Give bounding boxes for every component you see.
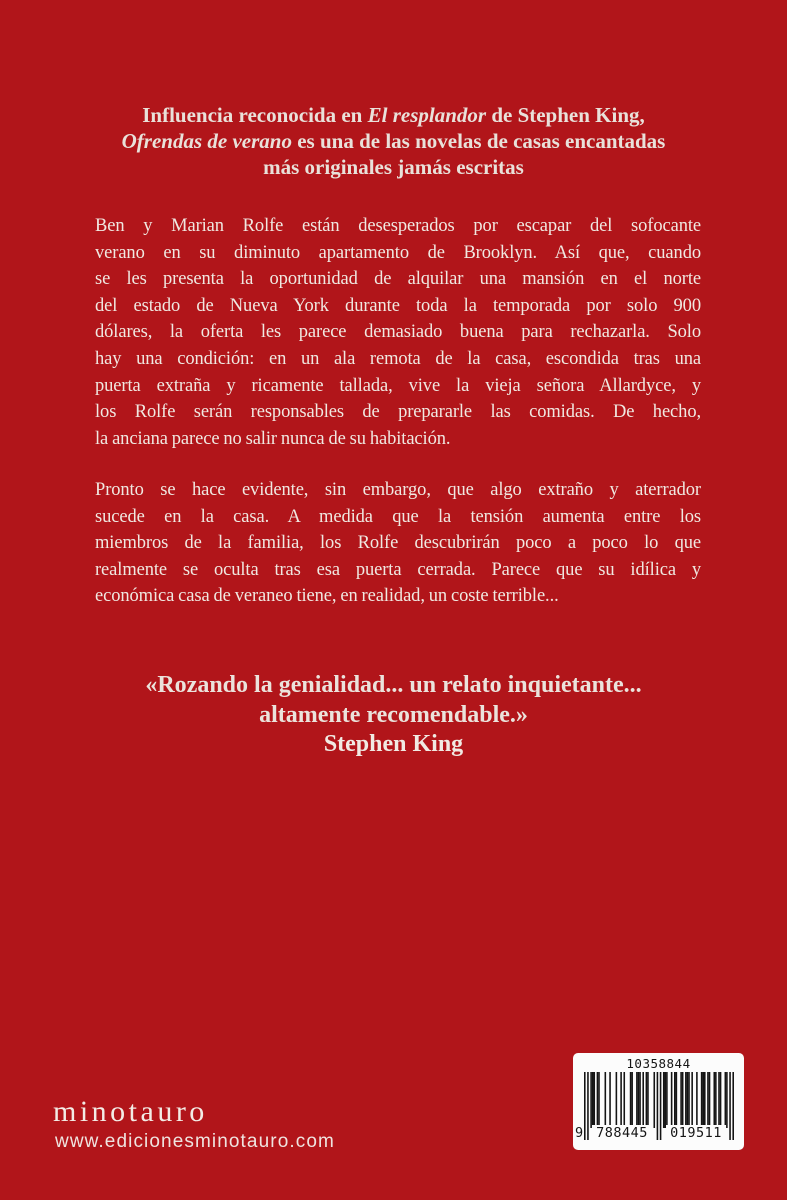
isbn-barcode	[573, 1053, 744, 1150]
praise-header: Influencia reconocida en El resplandor de Stephen King, Ofrendas de verano es una de las novelas de casas encantadas más originales jamás escritas	[121, 103, 666, 179]
publisher-logo: minotauro	[53, 1095, 208, 1128]
barcode-digit-group2: 019511	[666, 1125, 726, 1141]
review-quote-block	[0, 671, 787, 760]
barcode-top-number: 10358844	[626, 1056, 691, 1071]
barcode-digit-group1: 788445	[592, 1125, 652, 1141]
publisher-website: www.edicionesminotauro.com	[55, 1131, 335, 1152]
synopsis-paragraph-1: Ben y Marian Rolfe están desesperados por escapar del sofocante verano en su diminuto apartamento de Brooklyn. Así que, cuando se les presenta la oportunidad de alquilar una mansión en el norte del estado de Nueva York durante toda la temporada por solo 900 dólares, la oferta les parece demasiado buena para rechazarla. Solo hay una condición: en un ala remota de la casa, escondida tras una puerta extraña y ricamente tallada, vive la vieja señora Allardyce, y los Rolfe serán responsables de prepararle las comidas. De hecho, la anciana parece no salir nunca de su habitación.	[95, 216, 701, 449]
barcode-digit-left: 9	[575, 1125, 584, 1141]
review-quote-text: «Rozando la genialidad... un relato inquietante... altamente recomendable.»	[145, 672, 642, 728]
review-quote-attribution: Stephen King	[323, 731, 464, 757]
synopsis-paragraph-2: Pronto se hace evidente, sin embargo, que algo extraño y aterrador sucede en la casa. A medida que la tensión aumenta entre los miembros de la familia, los Rolfe descubrirán poco a poco lo que realmente se oculta tras esa puerta cerrada. Parece que su idílica y económica casa de veraneo tiene, en realidad, un coste terrible...	[95, 480, 701, 607]
